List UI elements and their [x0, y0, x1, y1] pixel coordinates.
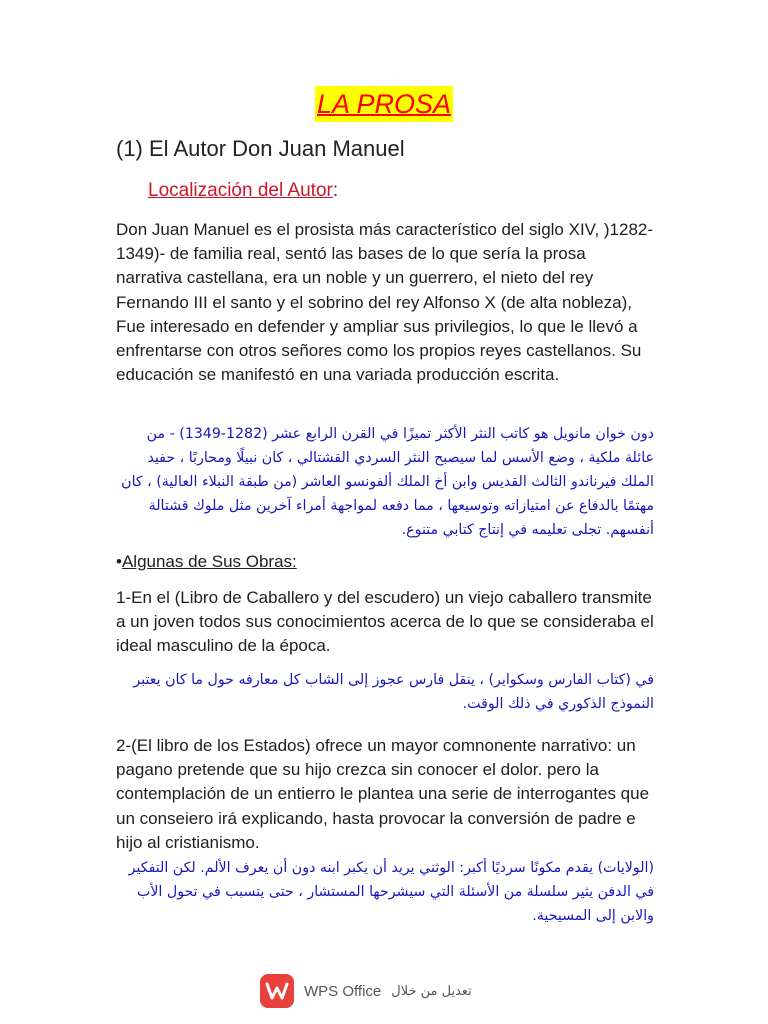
title-container	[0, 86, 768, 122]
paragraph-work-1-ar: في (كتاب الفارس وسكواير) ، ينقل فارس عجوز إلى الشاب كل معارفه حول ما كان يعتبر النموذج الذكوري في ذلك الوقت.	[133, 672, 654, 712]
works-bullet: •	[116, 552, 122, 571]
section-heading-localizacion	[148, 180, 338, 202]
paragraph-work-2-es: 2-(El libro de los Estados) ofrece un mayor comnonente narrativo: un pagano pretende que su hijo crezca sin conocer el dolor. pero la contemplación de un entierro le plantea una serie de interrogantes que un conseiero irá explicando, hasta provocar la conversión de padre e hijo al cristianismo.	[116, 736, 650, 852]
paragraph-biography-es: Don Juan Manuel es el prosista más característico del siglo XIV, )1282-1349)- de familia real, sentó las bases de lo que sería la prosa narrativa castellana, era un noble y un guerrero, el nieto del rey Fernando III el santo y el sobrino del rey Alfonso X (de alta nobleza), Fue interesado en defender y ampliar sus privilegios, lo que le llevó a enfrentarse con otros señores como los propios reyes castellanos. Su educación se manifestó en una variada producción escrita.	[116, 220, 654, 385]
wps-footer-badge[interactable]	[260, 974, 472, 1008]
works-heading	[116, 552, 297, 572]
paragraph-biography-ar: دون خوان مانويل هو كاتب النثر الأكثر تميزًا في القرن الرابع عشر (1282-1349) - من عائلة ملكية ، وضع الأسس لما سيصبح النثر السردي القشتالي ، كان نبيلًا ومحاربًا ، حفيد الملك فيرناندو الثالث القديس وابن أخ الملك ألفونسو العاشر (من طبقة النبلاء العالية) ، كان مهتمًا بالدفاع عن امتيازاته وتوسيعها ، مما دفعه لمواجهة أمراء آخرين مثل ملوك قشتالة أنفسهم. تجلى تعليمه في إنتاج كتابي متنوع.	[121, 426, 654, 538]
works-heading-label: Algunas de Sus Obras:	[121, 552, 297, 571]
paragraph-work-2-ar: (الولايات) يقدم مكونًا سرديًا أكبر: الوثني يريد أن يكبر ابنه دون أن يعرف الألم. لكن التفكير في الدفن يثير سلسلة من الأسئلة التي سيشرحها المستشار ، حتى يتسبب في تحول الأب والابن إلى المسيحية.	[128, 860, 654, 924]
wps-logo-icon	[260, 974, 294, 1008]
section-heading-colon: :	[332, 180, 339, 201]
section-heading-label: Localización del Autor	[148, 180, 333, 201]
wps-brand-label: WPS Office	[304, 982, 382, 1000]
page-title: LA PROSA	[315, 86, 453, 122]
paragraph-work-1-es: 1-En el (Libro de Caballero y del escudero) un viejo caballero transmite a un joven todos sus conocimientos acerca de lo que se consideraba el ideal masculino de la época.	[116, 588, 654, 656]
author-heading: (1) El Autor Don Juan Manuel	[116, 136, 405, 161]
wps-arabic-label: تعديل من خلال	[391, 983, 472, 999]
